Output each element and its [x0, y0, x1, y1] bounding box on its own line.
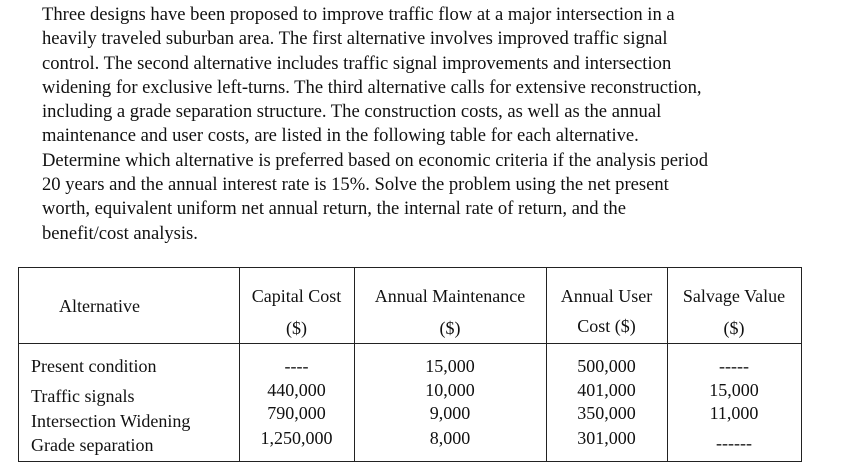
problem-line: control. The second alternative includes traffic signal improvements and intersection — [42, 52, 672, 74]
problem-line: benefit/cost analysis. — [42, 222, 198, 244]
table-cell-salvage-value: ----- — [719, 356, 749, 376]
header-annual-maintenance: Annual Maintenance — [374, 286, 526, 306]
header-annual-maintenance-unit: ($) — [439, 318, 461, 338]
problem-line: widening for exclusive left-turns. The third alternative calls for extensive reconstruction, — [42, 76, 702, 98]
problem-line: heavily traveled suburban area. The first alternative involves improved traffic signal — [42, 28, 668, 50]
problem-line: maintenance and user costs, are listed in the following table for each alternative. — [42, 125, 639, 147]
table-cell-annual-maintenance: 10,000 — [425, 380, 475, 400]
problem-line: Three designs have been proposed to improve traffic flow at a major intersection in a — [42, 4, 675, 25]
table-cell-alternative: Traffic signals — [31, 386, 135, 406]
table-cell-annual-user-cost: 500,000 — [577, 356, 636, 376]
header-divider — [19, 343, 801, 344]
table-cell-annual-maintenance: 15,000 — [425, 356, 475, 376]
cost-table — [18, 267, 802, 462]
table-cell-capital-cost: 440,000 — [267, 380, 326, 400]
problem-line: Determine which alternative is preferred based on economic criteria if the analysis period — [42, 149, 708, 171]
table-cell-annual-user-cost: 301,000 — [577, 428, 636, 448]
table-cell-capital-cost: 790,000 — [267, 403, 326, 423]
table-cell-alternative: Intersection Widening — [31, 411, 191, 431]
problem-statement — [42, 3, 832, 246]
table-cell-capital-cost: 1,250,000 — [260, 428, 333, 448]
table-cell-alternative: Grade separation — [31, 435, 154, 455]
table-cell-salvage-value: ------ — [716, 433, 752, 453]
table-cell-annual-user-cost: 401,000 — [577, 380, 636, 400]
problem-line: 20 years and the annual interest rate is 15%. Solve the problem using the net present — [42, 174, 669, 196]
header-annual-user-cost: Annual User — [560, 286, 653, 306]
header-salvage-value: Salvage Value — [682, 286, 786, 306]
problem-line: worth, equivalent uniform net annual return, the internal rate of return, and the — [42, 198, 626, 220]
table-cell-annual-maintenance: 9,000 — [429, 403, 471, 423]
header-capital-cost-unit: ($) — [286, 318, 307, 338]
header-alternative: Alternative — [59, 296, 140, 316]
table-cell-capital-cost: ---- — [284, 356, 309, 376]
header-capital-cost: Capital Cost — [251, 286, 342, 306]
table-cell-annual-user-cost: 350,000 — [577, 403, 636, 423]
header-annual-user-cost-unit: Cost ($) — [577, 316, 636, 336]
table-cell-alternative: Present condition — [31, 356, 157, 376]
header-salvage-value-unit: ($) — [723, 318, 745, 338]
problem-line: including a grade separation structure. The construction costs, as well as the annual — [42, 101, 662, 123]
table-cell-salvage-value: 11,000 — [709, 403, 759, 423]
table-cell-salvage-value: 15,000 — [709, 380, 759, 400]
table-cell-annual-maintenance: 8,000 — [429, 428, 471, 448]
